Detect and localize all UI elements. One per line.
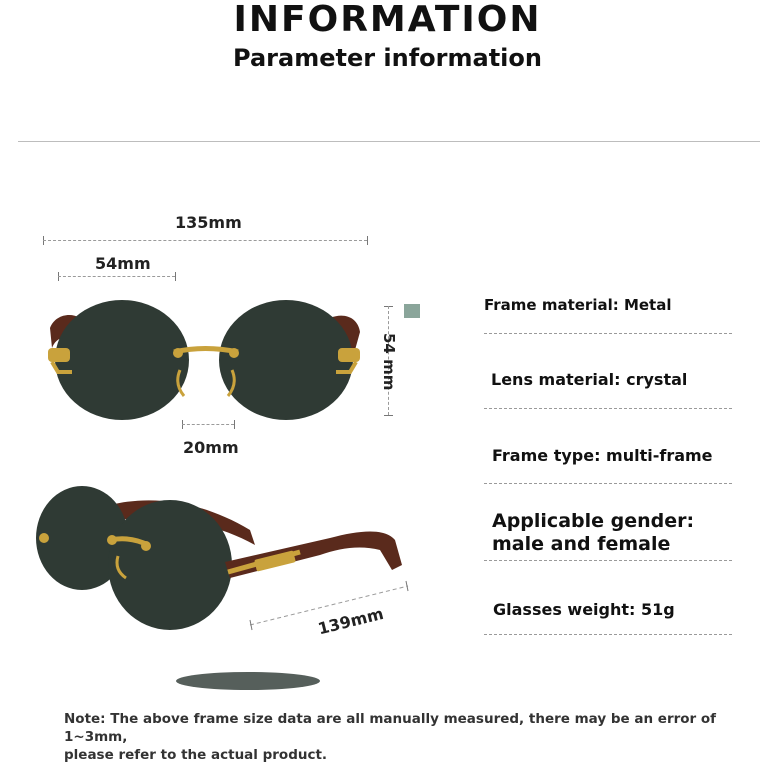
total-width-label: 135mm bbox=[175, 213, 242, 232]
spec-frame-type: Frame type: multi-frame bbox=[492, 446, 713, 465]
temple-length-label: 139mm bbox=[316, 603, 386, 639]
spec-separator bbox=[484, 634, 732, 635]
lens-height-label: 54 mm bbox=[380, 333, 398, 391]
page-title: INFORMATION bbox=[233, 0, 542, 40]
spec-gender-value: male and female bbox=[492, 533, 671, 555]
lens-width-label: 54mm bbox=[95, 254, 151, 273]
spec-separator bbox=[484, 483, 732, 484]
spec-separator bbox=[484, 560, 732, 561]
spec-gender-label: Applicable gender: bbox=[492, 510, 695, 532]
near-lens-side bbox=[108, 500, 232, 630]
spec-glasses-weight: Glasses weight: 51g bbox=[493, 600, 675, 619]
note-line-1: Note: The above frame size data are all manually measured, there may be an error of 1~3mm, bbox=[64, 711, 717, 745]
spec-applicable-gender bbox=[492, 510, 740, 556]
spec-frame-material: Frame material: Metal bbox=[484, 296, 672, 314]
spec-lens-material: Lens material: crystal bbox=[491, 370, 688, 389]
measurement-note bbox=[64, 710, 744, 764]
note-line-2: please refer to the actual product. bbox=[64, 747, 328, 763]
spec-separator bbox=[484, 333, 732, 334]
page-subtitle: Parameter information bbox=[233, 44, 542, 72]
spec-separator bbox=[484, 408, 732, 409]
bridge-width-label: 20mm bbox=[183, 438, 239, 457]
